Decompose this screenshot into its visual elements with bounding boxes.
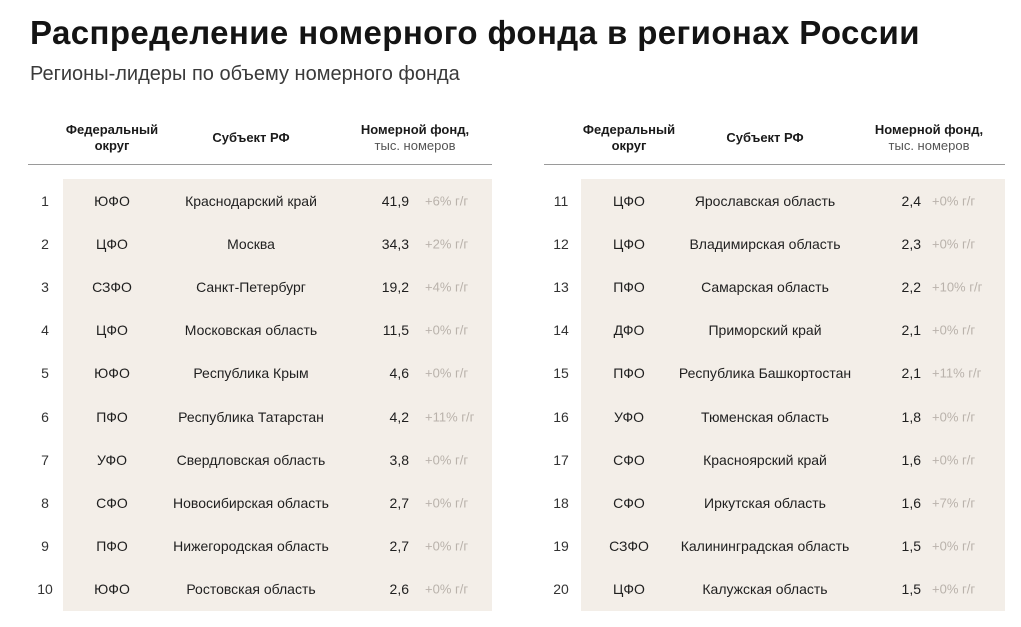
rank-cell: 8 [41,494,49,511]
district-cell: СЗФО [92,278,132,295]
column-header-district-line2: округ [94,138,130,153]
rank-cell: 17 [553,451,569,468]
table-row [544,481,1005,524]
rank-cell: 1 [41,192,49,209]
subject-cell: Республика Башкортостан [678,365,852,382]
table-row [544,568,1005,611]
column-header-district [574,122,684,154]
table-row [28,438,492,481]
subject-cell: Иркутская область [704,494,826,511]
growth-cell: +4% г/г [425,279,469,295]
value-cell: 1,8 [901,408,921,425]
growth-cell: +0% г/г [425,452,469,468]
column-header-stock-line1: Номерной фонд, [874,122,984,137]
district-cell: ПФО [613,278,645,295]
value-cell: 2,1 [901,322,921,339]
subject-cell: Самарская область [701,278,829,295]
value-cell: 2,3 [901,235,921,252]
growth-cell: +7% г/г [932,495,976,511]
value-cell: 2,2 [901,278,921,295]
value-cell: 1,5 [901,581,921,598]
value-cell: 2,1 [901,365,921,382]
column-header-stock [854,122,1004,154]
value-cell: 2,7 [389,494,409,511]
growth-cell: +0% г/г [932,322,976,338]
subject-cell: Свердловская область [176,451,326,468]
table-row [544,265,1005,308]
value-cell: 19,2 [381,278,409,295]
district-cell: ДФО [613,322,645,339]
subject-cell: Республика Татарстан [178,408,324,425]
growth-cell: +11% г/г [425,409,475,425]
table-row [28,179,492,222]
subject-cell: Санкт-Петербург [196,278,306,295]
table-rows [544,179,1005,611]
district-cell: ЦФО [96,235,128,252]
value-cell: 41,9 [381,192,409,209]
table-row [28,309,492,352]
district-cell: СФО [96,494,128,511]
rank-cell: 4 [41,322,49,339]
subject-cell: Приморский край [708,322,822,339]
table-row [544,222,1005,265]
rank-cell: 5 [41,365,49,382]
district-cell: ЮФО [94,581,130,598]
subject-cell: Республика Крым [193,365,309,382]
table-row [28,265,492,308]
rank-cell: 18 [553,494,569,511]
right-table [544,115,1005,611]
growth-cell: +0% г/г [425,538,469,554]
subject-cell: Калининградская область [680,538,850,555]
value-cell: 1,5 [901,538,921,555]
district-cell: ЦФО [613,581,645,598]
growth-cell: +0% г/г [932,409,976,425]
district-cell: ЮФО [94,365,130,382]
subject-cell: Краснодарский край [185,192,317,209]
table-row [28,525,492,568]
district-cell: ПФО [613,365,645,382]
column-header-stock-line2: тыс. номеров [888,138,970,153]
table-row [544,309,1005,352]
rank-cell: 10 [37,581,53,598]
column-header-stock-line2: тыс. номеров [374,138,456,153]
value-cell: 34,3 [381,235,409,252]
column-header-subject: Субъект РФ [726,130,804,145]
growth-cell: +0% г/г [932,538,976,554]
subject-cell: Тюменская область [701,408,829,425]
rank-cell: 20 [553,581,569,598]
district-cell: УФО [614,408,644,425]
column-header-district-line1: Федеральный [582,122,676,137]
column-header-stock-line1: Номерной фонд, [360,122,470,137]
growth-cell: +0% г/г [932,452,976,468]
subject-cell: Москва [227,235,275,252]
left-table [28,115,492,611]
rank-cell: 13 [553,278,569,295]
rank-cell: 14 [553,322,569,339]
rank-cell: 16 [553,408,569,425]
rank-cell: 11 [553,192,569,209]
growth-cell: +10% г/г [932,279,983,295]
growth-cell: +0% г/г [425,365,469,381]
growth-cell: +0% г/г [425,495,469,511]
value-cell: 1,6 [901,451,921,468]
subject-cell: Красноярский край [703,451,827,468]
table-row [28,222,492,265]
table-body [28,179,492,611]
district-cell: ЦФО [613,235,645,252]
district-cell: УФО [97,451,127,468]
district-cell: ПФО [96,408,128,425]
rank-cell: 3 [41,278,49,295]
subject-cell: Ростовская область [186,581,316,598]
value-cell: 3,8 [389,451,409,468]
table-row [28,481,492,524]
column-header-district-line2: округ [611,138,647,153]
rank-cell: 15 [553,365,569,382]
table-row [544,352,1005,395]
table-header [28,115,492,165]
growth-cell: +0% г/г [932,193,976,209]
column-header-district [57,122,167,154]
value-cell: 11,5 [382,322,409,339]
rank-cell: 7 [41,451,49,468]
table-row [28,395,492,438]
value-cell: 1,6 [901,494,921,511]
column-header-subject: Субъект РФ [212,130,290,145]
growth-cell: +0% г/г [425,322,469,338]
page-title: Распределение номерного фонда в регионах России [30,14,920,51]
rank-cell: 12 [553,235,569,252]
growth-cell: +0% г/г [932,581,976,597]
district-cell: СФО [613,494,645,511]
subject-cell: Новосибирская область [173,494,329,511]
table-body [544,179,1005,611]
value-cell: 2,4 [901,192,921,209]
table-rows [28,179,492,611]
subject-cell: Московская область [184,322,318,339]
table-row [28,568,492,611]
column-header-district-line1: Федеральный [65,122,159,137]
value-cell: 2,7 [389,538,409,555]
column-header-stock [340,122,490,154]
table-header [544,115,1005,165]
page-subtitle: Регионы-лидеры по объему номерного фонда [30,63,460,85]
rank-cell: 2 [41,235,49,252]
table-row [544,438,1005,481]
rank-cell: 9 [41,538,49,555]
growth-cell: +2% г/г [425,236,469,252]
district-cell: ЮФО [94,192,130,209]
table-row [544,179,1005,222]
district-cell: ПФО [96,538,128,555]
district-cell: ЦФО [96,322,128,339]
district-cell: СЗФО [609,538,649,555]
value-cell: 2,6 [389,581,409,598]
table-row [544,525,1005,568]
growth-cell: +6% г/г [425,193,469,209]
subject-cell: Нижегородская область [173,538,329,555]
table-row [544,395,1005,438]
growth-cell: +0% г/г [425,581,469,597]
subject-cell: Ярославская область [694,192,836,209]
growth-cell: +0% г/г [932,236,976,252]
rank-cell: 6 [41,408,49,425]
rank-cell: 19 [553,538,569,555]
table-row [28,352,492,395]
growth-cell: +11% г/г [932,365,982,381]
district-cell: СФО [613,451,645,468]
subject-cell: Владимирская область [689,235,841,252]
subject-cell: Калужская область [702,581,828,598]
value-cell: 4,2 [389,408,409,425]
district-cell: ЦФО [613,192,645,209]
value-cell: 4,6 [389,365,409,382]
